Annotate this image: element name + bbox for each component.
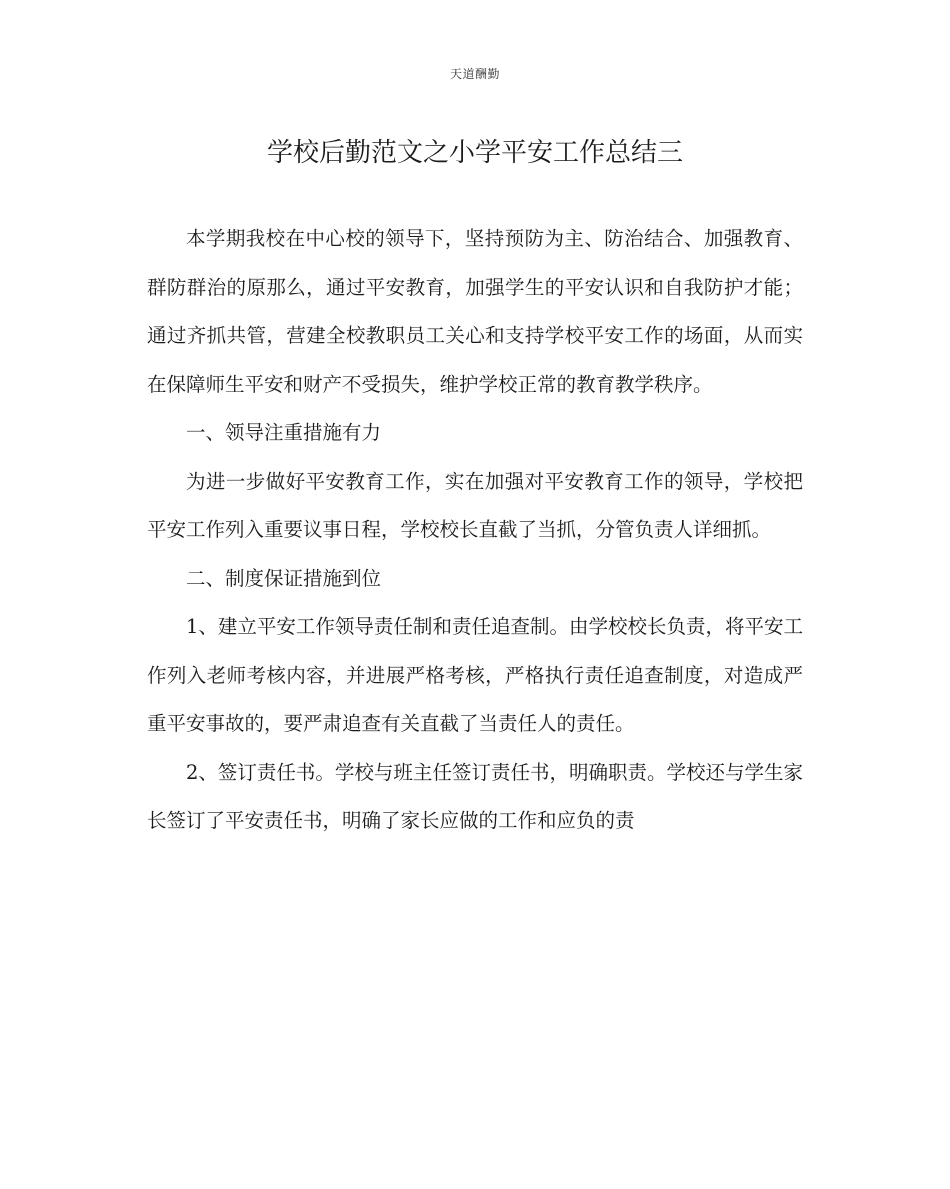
paragraph-intro: 本学期我校在中心校的领导下，坚持预防为主、防治结合、加强教育、群防群治的原那么，通过平安教育，加强学生的平安认识和自我防护才能；通过齐抓共管，营建全校教职员工关心和支持学校平安工作的场面，从而实在保障师生平安和财产不受损失，维护学校正常的教育教学秩序。 xyxy=(147,227,803,396)
paragraph-section-1: 为进一步做好平安教育工作，实在加强对平安教育工作的领导，学校把平安工作列入重要议事日程，学校校长直截了当抓，分管负责人详细抓。 xyxy=(147,469,803,541)
paragraph-item-1: 1、建立平安工作领导责任制和责任追查制。由学校校长负责，将平安工作列入老师考核内容，并进展严格考核，严格执行责任追查制度，对造成严重平安事故的，要严肃追查有关直截了当责任人的责任。 xyxy=(147,615,803,735)
section-heading-1: 一、领导注重措施有力 xyxy=(186,421,382,444)
page-header: 天道酬勤 xyxy=(449,67,500,81)
section-heading-2: 二、制度保证措施到位 xyxy=(186,566,382,590)
paragraph-item-2: 2、签订责任书。学校与班主任签订责任书，明确职责。学校还与学生家长签订了平安责任书，明确了家长应做的工作和应负的责 xyxy=(147,760,803,832)
document-body xyxy=(147,215,803,846)
document-title: 学校后勤范文之小学平安工作总结三 xyxy=(266,138,683,168)
